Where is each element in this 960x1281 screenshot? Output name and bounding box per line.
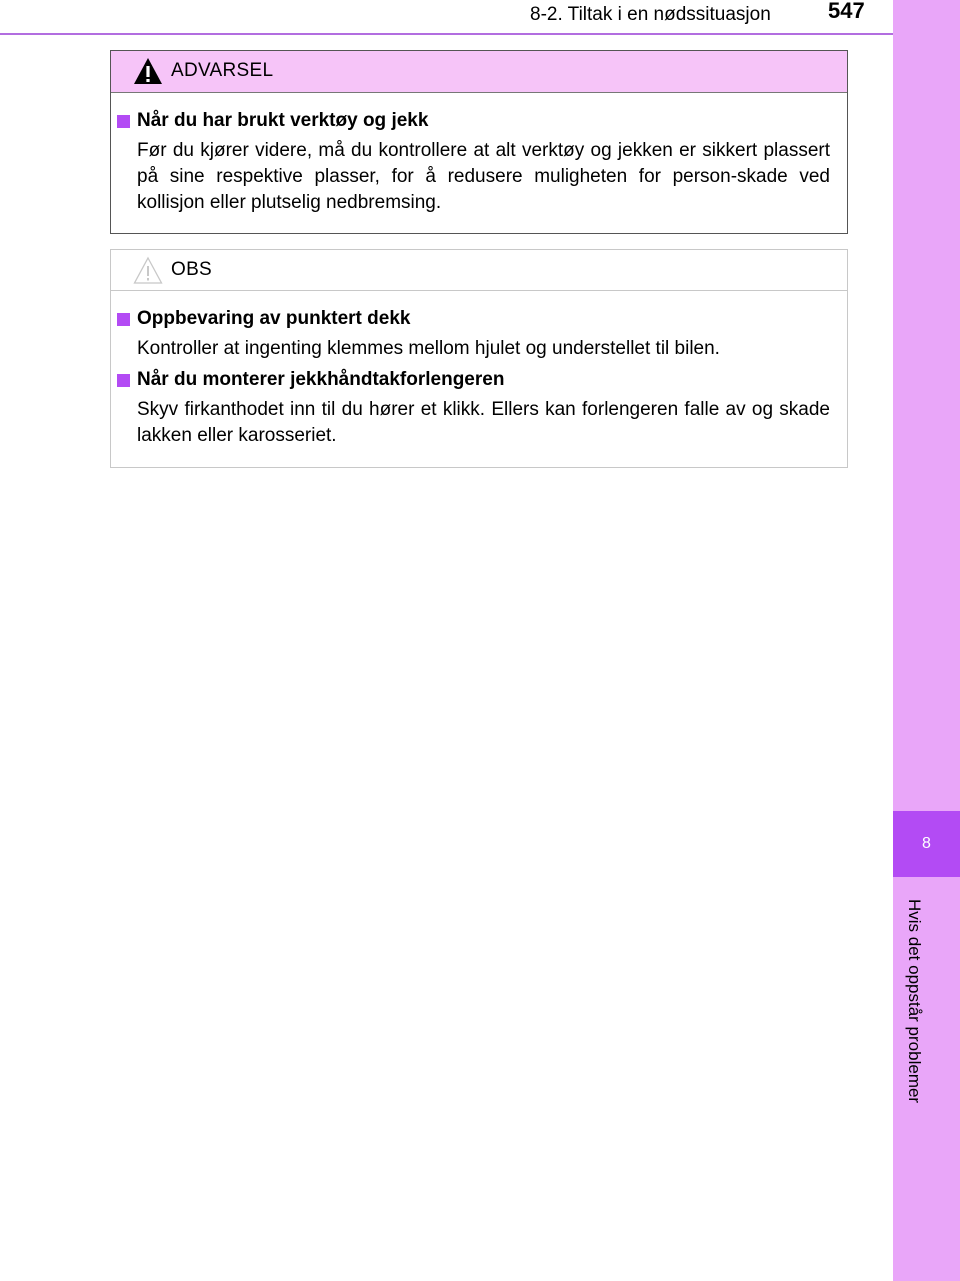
chapter-label: Hvis det oppstår problemer xyxy=(905,899,924,1104)
chapter-number-badge: 8 xyxy=(893,811,960,877)
caution-box-body xyxy=(111,291,847,449)
warning-box-body xyxy=(111,93,847,216)
section-text: Kontroller at ingenting klemmes mellom hjulet og understellet til bilen. xyxy=(137,338,720,359)
section-heading-text: Når du har brukt verktøy og jekk xyxy=(137,110,429,131)
warning-triangle-icon xyxy=(133,57,163,85)
section-heading xyxy=(117,307,830,331)
section-heading xyxy=(117,109,830,133)
square-bullet-icon xyxy=(117,374,130,387)
warning-box-title: ADVARSEL xyxy=(171,60,274,81)
warning-box xyxy=(110,50,848,234)
page-number: 547 xyxy=(828,0,865,23)
square-bullet-icon xyxy=(117,115,130,128)
caution-triangle-icon xyxy=(133,256,163,284)
caution-box-title: OBS xyxy=(171,259,213,280)
header-divider xyxy=(0,33,893,35)
caution-box xyxy=(110,249,848,468)
warning-box-header xyxy=(111,51,847,93)
section-text: Før du kjører videre, må du kontrollere at alt verktøy og jekken er sikkert plassert på sine respektive plasser, for å redusere muligheten for person-skade ved kollisjon eller plutselig nedbremsing. xyxy=(137,140,830,213)
header-section-title: 8-2. Tiltak i en nødssituasjon xyxy=(530,4,771,25)
caution-section xyxy=(117,368,830,449)
caution-box-header xyxy=(111,250,847,291)
section-text: Skyv firkanthodet inn til du hører et klikk. Ellers kan forlengeren falle av og skade lakken eller karosseriet. xyxy=(137,399,830,446)
square-bullet-icon xyxy=(117,313,130,326)
section-heading xyxy=(117,368,830,392)
section-heading-text: Oppbevaring av punktert dekk xyxy=(137,308,411,329)
section-heading-text: Når du monterer jekkhåndtakforlengeren xyxy=(137,369,505,390)
caution-section xyxy=(117,307,830,362)
warning-section xyxy=(117,109,830,216)
